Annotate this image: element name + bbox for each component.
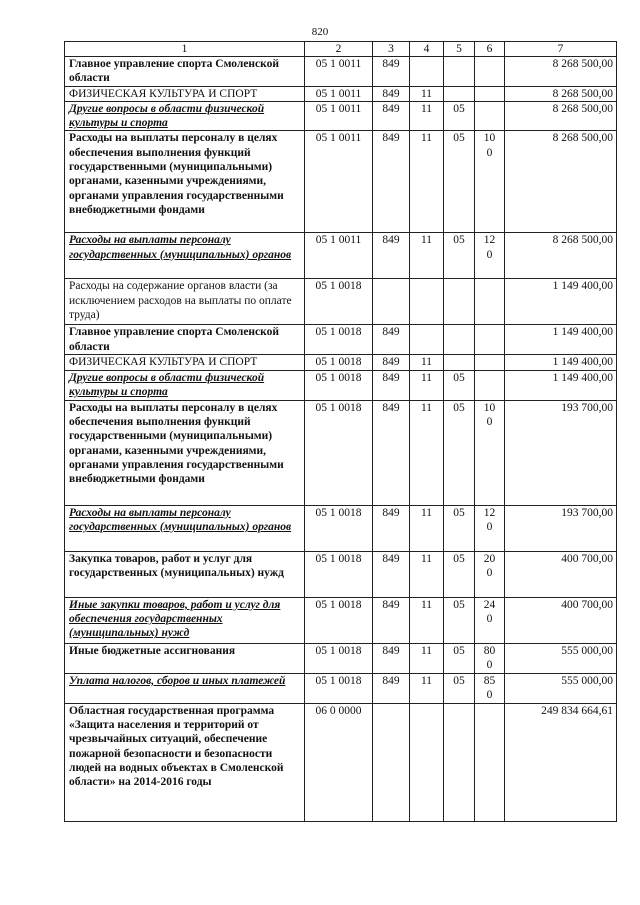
table-row: [65, 131, 617, 233]
table-row: [65, 57, 617, 87]
amount-cell: 1 149 400,00: [505, 355, 617, 370]
subsection-code-cell: 05: [444, 131, 475, 233]
section-code-cell: [410, 325, 444, 355]
administrator-code-cell: 849: [373, 400, 410, 505]
administrator-code-cell: 849: [373, 131, 410, 233]
subsection-code-cell: [444, 355, 475, 370]
expense-type-cell: [475, 57, 505, 87]
target-article-cell: 06 0 0000: [305, 703, 373, 821]
administrator-code-cell: 849: [373, 551, 410, 597]
section-code-cell: 11: [410, 643, 444, 673]
header-row: [65, 42, 617, 57]
column-header-3: 3: [373, 42, 410, 57]
expense-type-cell: 12 0: [475, 233, 505, 279]
administrator-code-cell: 849: [373, 370, 410, 400]
section-code-cell: 11: [410, 131, 444, 233]
section-code-cell: 11: [410, 505, 444, 551]
expense-type-cell: 10 0: [475, 131, 505, 233]
subsection-code-cell: [444, 703, 475, 821]
amount-cell: 1 149 400,00: [505, 370, 617, 400]
target-article-cell: 05 1 0018: [305, 643, 373, 673]
administrator-code-cell: 849: [373, 233, 410, 279]
section-code-cell: 11: [410, 597, 444, 643]
row-name-cell: Расходы на выплаты персоналу государственных (муниципальных) органов: [65, 505, 305, 551]
section-code-cell: 11: [410, 86, 444, 101]
table-row: [65, 325, 617, 355]
amount-cell: 1 149 400,00: [505, 279, 617, 325]
target-article-cell: 05 1 0011: [305, 86, 373, 101]
page-number: 820: [311, 26, 329, 38]
subsection-code-cell: 05: [444, 673, 475, 703]
administrator-code-cell: 849: [373, 643, 410, 673]
administrator-code-cell: 849: [373, 57, 410, 87]
row-name-cell: ФИЗИЧЕСКАЯ КУЛЬТУРА И СПОРТ: [65, 355, 305, 370]
table-row: [65, 279, 617, 325]
table-row: [65, 551, 617, 597]
target-article-cell: 05 1 0011: [305, 131, 373, 233]
column-header-7: 7: [505, 42, 617, 57]
column-header-6: 6: [475, 42, 505, 57]
row-name-cell: Расходы на содержание органов власти (за исключением расходов на выплаты по оплате труда): [65, 279, 305, 325]
amount-cell: 8 268 500,00: [505, 57, 617, 87]
subsection-code-cell: 05: [444, 505, 475, 551]
row-name-cell: Уплата налогов, сборов и иных платежей: [65, 673, 305, 703]
administrator-code-cell: 849: [373, 597, 410, 643]
row-name-cell: Расходы на выплаты персоналу в целях обеспечения выполнения функций государственными (муниципальными) органами, казенными учреждениями, органами управления государственными внебюджетными фондами: [65, 400, 305, 505]
section-code-cell: [410, 57, 444, 87]
row-name-cell: Расходы на выплаты персоналу в целях обеспечения выполнения функций государственными (муниципальными) органами, казенными учреждениями, органами управления государственными внебюджетными фондами: [65, 131, 305, 233]
target-article-cell: 05 1 0018: [305, 551, 373, 597]
expense-type-cell: [475, 325, 505, 355]
expense-type-cell: [475, 279, 505, 325]
expense-type-cell: [475, 86, 505, 101]
subsection-code-cell: 05: [444, 101, 475, 131]
row-name-cell: ФИЗИЧЕСКАЯ КУЛЬТУРА И СПОРТ: [65, 86, 305, 101]
expense-type-cell: 12 0: [475, 505, 505, 551]
row-name-cell: Закупка товаров, работ и услуг для государственных (муниципальных) нужд: [65, 551, 305, 597]
subsection-code-cell: 05: [444, 597, 475, 643]
subsection-code-cell: [444, 325, 475, 355]
amount-cell: 400 700,00: [505, 551, 617, 597]
administrator-code-cell: 849: [373, 325, 410, 355]
table-row: [65, 643, 617, 673]
table-row: [65, 233, 617, 279]
expense-type-cell: [475, 370, 505, 400]
table-row: [65, 597, 617, 643]
subsection-code-cell: 05: [444, 370, 475, 400]
amount-cell: 8 268 500,00: [505, 131, 617, 233]
expense-type-cell: [475, 101, 505, 131]
amount-cell: 8 268 500,00: [505, 101, 617, 131]
expense-type-cell: 24 0: [475, 597, 505, 643]
table-row: [65, 355, 617, 370]
budget-table: [64, 41, 617, 822]
column-header-2: 2: [305, 42, 373, 57]
administrator-code-cell: [373, 703, 410, 821]
table-row: [65, 400, 617, 505]
row-name-cell: Иные закупки товаров, работ и услуг для обеспечения государственных (муниципальных) нужд: [65, 597, 305, 643]
row-name-cell: Областная государственная программа «Защита населения и территорий от чрезвычайных ситуаций, обеспечение пожарной безопасности и безопасности людей на водных объектах в Смоленской области» на 2014-2016 годы: [65, 703, 305, 821]
table-row: [65, 86, 617, 101]
amount-cell: 555 000,00: [505, 643, 617, 673]
expense-type-cell: [475, 355, 505, 370]
row-name-cell: Иные бюджетные ассигнования: [65, 643, 305, 673]
target-article-cell: 05 1 0018: [305, 370, 373, 400]
subsection-code-cell: [444, 86, 475, 101]
administrator-code-cell: 849: [373, 505, 410, 551]
target-article-cell: 05 1 0018: [305, 400, 373, 505]
row-name-cell: Главное управление спорта Смоленской области: [65, 325, 305, 355]
expense-type-cell: [475, 703, 505, 821]
table-row: [65, 370, 617, 400]
target-article-cell: 05 1 0011: [305, 233, 373, 279]
amount-cell: 555 000,00: [505, 673, 617, 703]
section-code-cell: 11: [410, 551, 444, 597]
subsection-code-cell: 05: [444, 643, 475, 673]
target-article-cell: 05 1 0018: [305, 505, 373, 551]
expense-type-cell: 10 0: [475, 400, 505, 505]
column-header-4: 4: [410, 42, 444, 57]
target-article-cell: 05 1 0011: [305, 101, 373, 131]
target-article-cell: 05 1 0018: [305, 355, 373, 370]
amount-cell: 249 834 664,61: [505, 703, 617, 821]
row-name-cell: Главное управление спорта Смоленской области: [65, 57, 305, 87]
target-article-cell: 05 1 0011: [305, 57, 373, 87]
column-header-5: 5: [444, 42, 475, 57]
administrator-code-cell: 849: [373, 355, 410, 370]
table-row: [65, 673, 617, 703]
row-name-cell: Другие вопросы в области физической культуры и спорта: [65, 370, 305, 400]
table-row: [65, 101, 617, 131]
amount-cell: 8 268 500,00: [505, 86, 617, 101]
subsection-code-cell: [444, 57, 475, 87]
section-code-cell: 11: [410, 370, 444, 400]
column-header-1: 1: [65, 42, 305, 57]
section-code-cell: 11: [410, 233, 444, 279]
row-name-cell: Расходы на выплаты персоналу государственных (муниципальных) органов: [65, 233, 305, 279]
amount-cell: 1 149 400,00: [505, 325, 617, 355]
section-code-cell: 11: [410, 673, 444, 703]
subsection-code-cell: 05: [444, 233, 475, 279]
table-row: [65, 505, 617, 551]
table-row: [65, 703, 617, 821]
subsection-code-cell: 05: [444, 400, 475, 505]
administrator-code-cell: 849: [373, 86, 410, 101]
row-name-cell: Другие вопросы в области физической культуры и спорта: [65, 101, 305, 131]
amount-cell: 193 700,00: [505, 400, 617, 505]
target-article-cell: 05 1 0018: [305, 673, 373, 703]
section-code-cell: [410, 279, 444, 325]
expense-type-cell: 85 0: [475, 673, 505, 703]
amount-cell: 193 700,00: [505, 505, 617, 551]
expense-type-cell: 20 0: [475, 551, 505, 597]
section-code-cell: 11: [410, 101, 444, 131]
administrator-code-cell: 849: [373, 673, 410, 703]
administrator-code-cell: 849: [373, 101, 410, 131]
target-article-cell: 05 1 0018: [305, 597, 373, 643]
subsection-code-cell: [444, 279, 475, 325]
target-article-cell: 05 1 0018: [305, 279, 373, 325]
section-code-cell: [410, 703, 444, 821]
table-body: [65, 57, 617, 822]
amount-cell: 400 700,00: [505, 597, 617, 643]
administrator-code-cell: [373, 279, 410, 325]
section-code-cell: 11: [410, 355, 444, 370]
subsection-code-cell: 05: [444, 551, 475, 597]
amount-cell: 8 268 500,00: [505, 233, 617, 279]
target-article-cell: 05 1 0018: [305, 325, 373, 355]
expense-type-cell: 80 0: [475, 643, 505, 673]
section-code-cell: 11: [410, 400, 444, 505]
